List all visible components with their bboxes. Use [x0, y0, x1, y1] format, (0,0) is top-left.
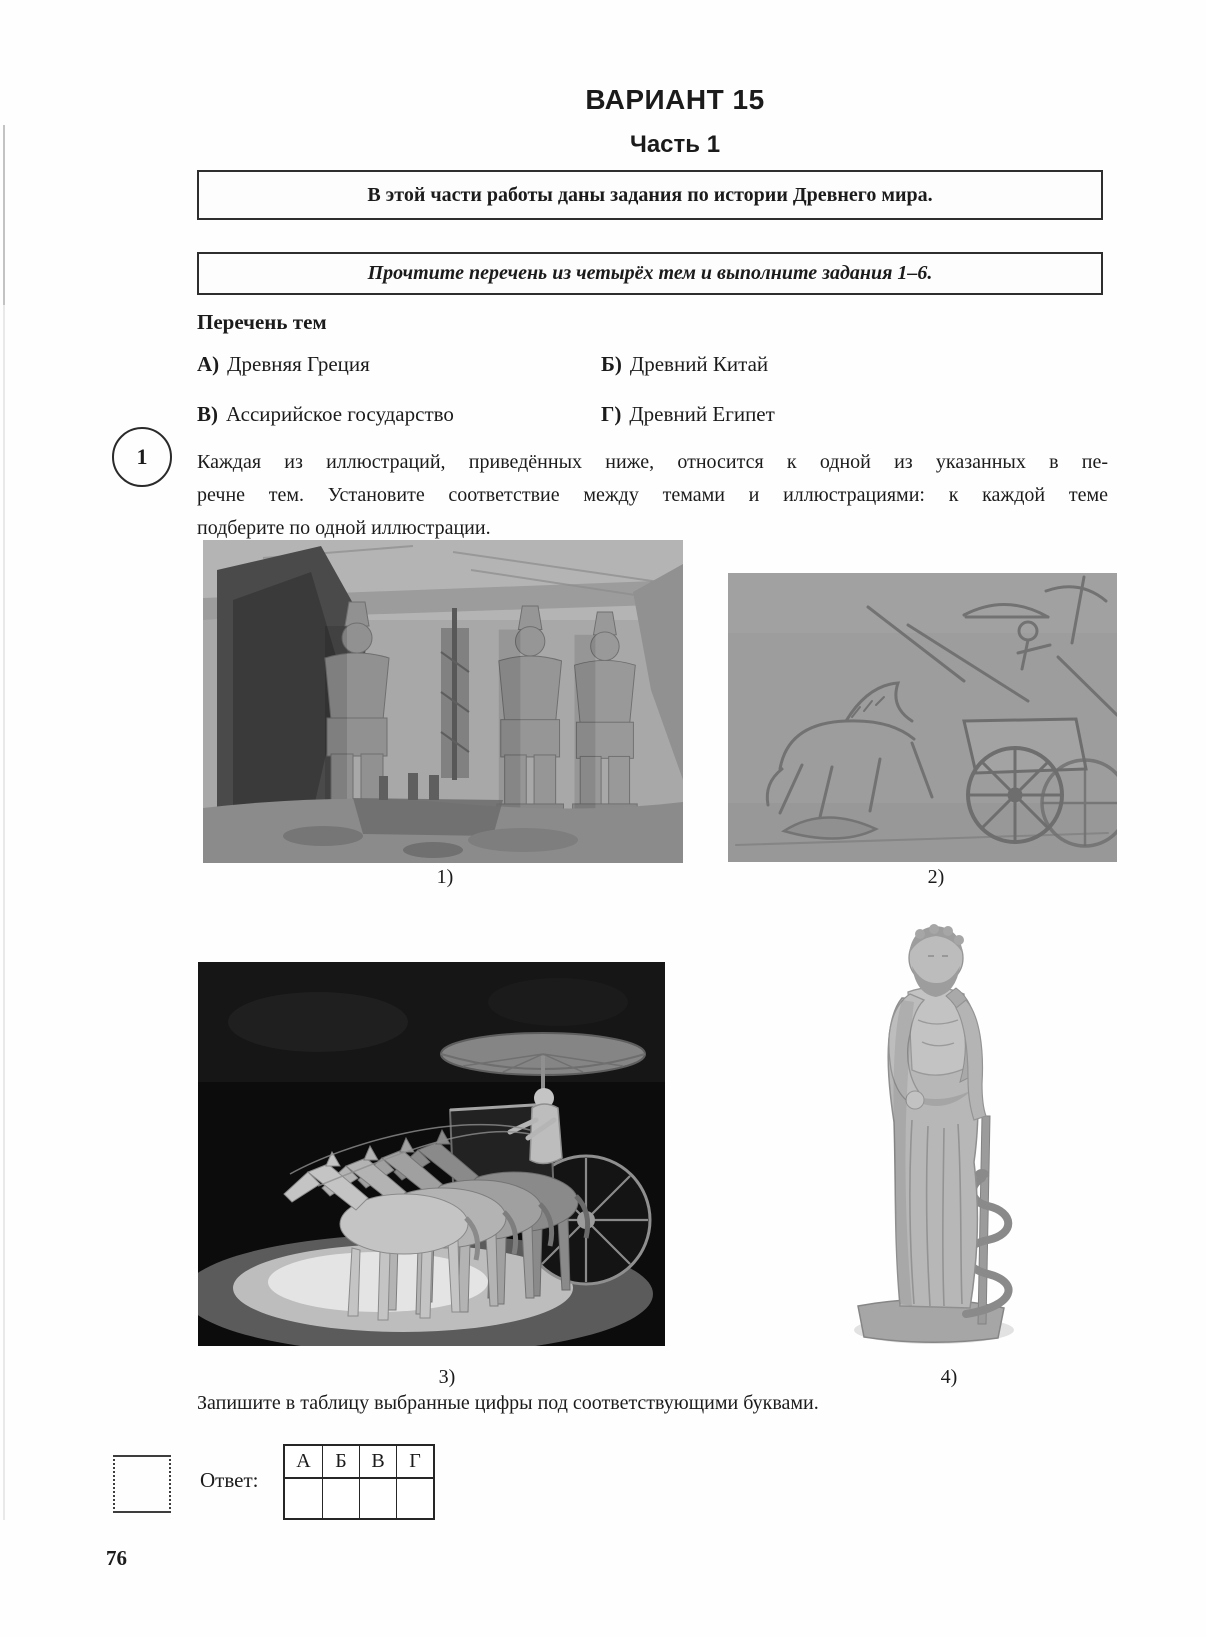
illustration-2-relief-photo — [728, 573, 1117, 862]
write-instruction: Запишите в таблицу выбранные цифры под соответствующими буквами. — [197, 1392, 819, 1414]
theme-name-b: Древний Китай — [629, 352, 769, 376]
answer-label: Ответ: — [200, 1468, 259, 1492]
theme-name-v: Ассирийское государство — [226, 402, 454, 426]
illustration-3-bronze-chariot-photo — [198, 962, 665, 1346]
theme-label-g: Г) — [601, 402, 622, 426]
answer-table-header-v: В — [359, 1446, 396, 1479]
variant-title: ВАРИАНТ 15 — [585, 84, 765, 115]
theme-name-g: Древний Египет — [629, 402, 775, 426]
theme-item-g — [601, 402, 775, 427]
instruction-text: Прочтите перечень из четырёх тем и выполните задания 1–6. — [367, 262, 933, 284]
scan-edge-line — [3, 125, 5, 1520]
illustration-4-statue-photo — [824, 920, 1037, 1352]
theme-name-a: Древняя Греция — [227, 352, 370, 376]
theme-label-v: В) — [197, 402, 218, 426]
theme-item-a — [197, 352, 370, 377]
answer-cell-b — [322, 1479, 359, 1518]
answer-cell-g — [396, 1479, 433, 1518]
task-text-line: подберите по одной иллюстрации. — [197, 517, 491, 539]
theme-label-a: А) — [197, 352, 220, 376]
task-number-badge: 1 — [112, 427, 172, 487]
theme-label-b: Б) — [601, 352, 622, 376]
part-heading: Часть 1 — [629, 131, 721, 158]
theme-item-v — [197, 402, 454, 427]
themes-heading: Перечень тем — [197, 310, 327, 334]
task-text-line: Каждая из иллюстраций, приведённых ниже, относится к одной из указанных в пе- — [197, 451, 1108, 473]
score-box — [113, 1455, 171, 1513]
intro-box — [197, 170, 1103, 220]
scan-edge-line-dark — [3, 125, 5, 305]
answer-table — [283, 1444, 435, 1520]
theme-item-b — [601, 352, 768, 377]
instruction-box — [197, 252, 1103, 295]
answer-cell-a — [285, 1479, 322, 1518]
small-figures — [379, 773, 439, 800]
illustration-caption-1: 1) — [436, 866, 454, 888]
answer-table-header-g: Г — [396, 1446, 433, 1479]
staff — [978, 1116, 990, 1324]
illustration-caption-4: 4) — [940, 1366, 958, 1388]
answer-table-header-a: А — [285, 1446, 322, 1479]
illustration-caption-2: 2) — [927, 866, 945, 888]
illustration-caption-3: 3) — [438, 1366, 456, 1388]
page-number: 76 — [106, 1546, 127, 1570]
answer-cell-v — [359, 1479, 396, 1518]
answer-table-header-b: Б — [322, 1446, 359, 1479]
intro-text: В этой части работы даны задания по истории Древнего мира. — [367, 183, 933, 206]
task-text-line: речне тем. Установите соответствие между темами и иллюстрациями: к каждой теме — [197, 484, 1108, 506]
illustration-1-rock-temple-photo — [203, 540, 683, 863]
